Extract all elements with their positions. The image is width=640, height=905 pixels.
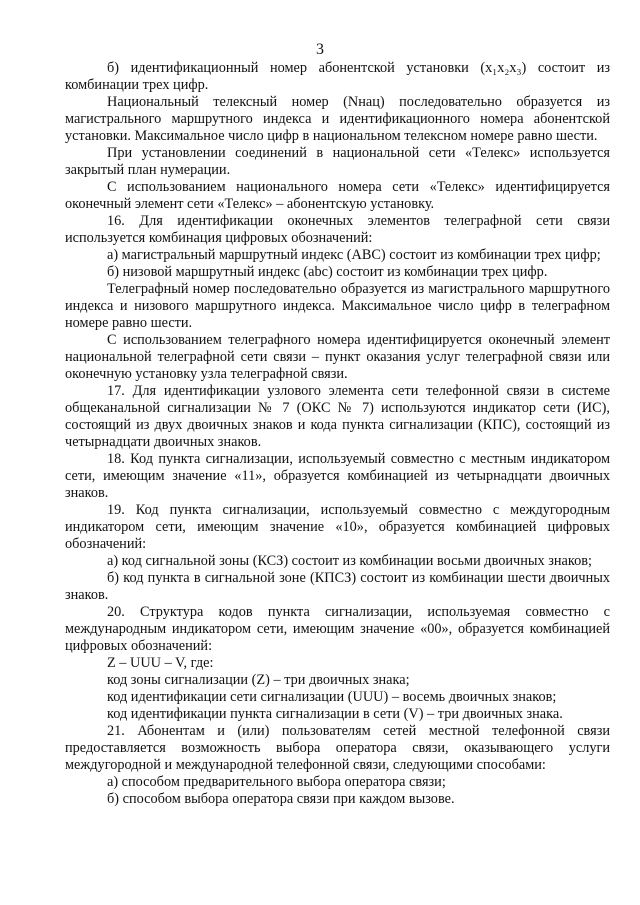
paragraph-19: 19. Код пункта сигнализации, используемый совместно с междугородным индикатором сети, имеющим значение «10», образуется комбинацией цифровых обозначений: (65, 502, 610, 552)
paragraph-20-point-code: код идентификации пункта сигнализации в сети (V) – три двоичных знака. (107, 706, 563, 722)
paragraph-16b: б) низовой маршрутный индекс (abc) состоит из комбинации трех цифр. (107, 264, 548, 280)
paragraph-21b: б) способом выбора оператора связи при каждом вызове. (107, 791, 455, 807)
paragraph-20-zone-code: код зоны сигнализации (Z) – три двоичных знака; (107, 672, 410, 688)
paragraph-20: 20. Структура кодов пункта сигнализации, используемая совместно с международным индикатором сети, имеющим значение «00», образуется комбинацией цифровых обозначений: (65, 604, 610, 654)
paragraph-20-formula: Z – UUU – V, где: (107, 655, 214, 671)
paragraph-21: 21. Абонентам и (или) пользователям сетей местной телефонной связи предоставляется возможность выбора оператора связи, оказывающего услуги междугородной и международной телефонной связи, следующими способами: (65, 723, 610, 773)
paragraph-21a: а) способом предварительного выбора оператора связи; (107, 774, 446, 790)
paragraph-1b-identification-number: б) идентификационный номер абонентской установки (x₁x₂x₃) состоит из комбинации трех цифр. (65, 60, 610, 93)
paragraph-20-network-code: код идентификации сети сигнализации (UUU) – восемь двоичных знаков; (107, 689, 557, 705)
paragraph-telegraph-number: Телеграфный номер последовательно образуется из магистрального маршрутного индекса и низового маршрутного индекса. Максимальное число цифр в телеграфном номере равно шести. (65, 281, 610, 331)
paragraph-telex-terminal-element: С использованием национального номера сети «Телекс» идентифицируется оконечный элемент сети «Телекс» – абонентскую установку. (65, 179, 610, 212)
paragraph-16: 16. Для идентификации оконечных элементов телеграфной сети связи используется комбинация цифровых обозначений: (65, 213, 610, 246)
paragraph-closed-numbering-plan: При установлении соединений в национальной сети «Телекс» используется закрытый план нумерации. (65, 145, 610, 178)
paragraph-17: 17. Для идентификации узлового элемента сети телефонной связи в системе общеканальной сигнализации № 7 (ОКС № 7) используются индикатор сети (ИС), состоящий из двух двоичных знаков и кода пункта сигнализации (КПС), состоящий из четырнадцати двоичных знаков. (65, 383, 610, 450)
paragraph-national-telex-number: Национальный телексный номер (Nнац) последовательно образуется из магистрального маршрутного индекса и идентификационного номера абонентской установки. Максимальное число цифр в национальном телексном номере равно шести. (65, 94, 610, 144)
paragraph-19b: б) код пункта в сигнальной зоне (КПСЗ) состоит из комбинации шести двоичных знаков. (65, 570, 610, 603)
document-body (65, 60, 610, 808)
paragraph-19a: а) код сигнальной зоны (КСЗ) состоит из комбинации восьми двоичных знаков; (107, 553, 592, 569)
paragraph-18: 18. Код пункта сигнализации, используемый совместно с местным индикатором сети, имеющим значение «11», образуется комбинацией из четырнадцати двоичных знаков. (65, 451, 610, 501)
paragraph-telegraph-terminal-element: С использованием телеграфного номера идентифицируется оконечный элемент национальной телеграфной сети связи – пункт оказания услуг телеграфной связи или оконечную установку узла телеграфной связи. (65, 332, 610, 382)
paragraph-16a: а) магистральный маршрутный индекс (АВС) состоит из комбинации трех цифр; (107, 247, 601, 263)
page-number: 3 (316, 41, 324, 58)
